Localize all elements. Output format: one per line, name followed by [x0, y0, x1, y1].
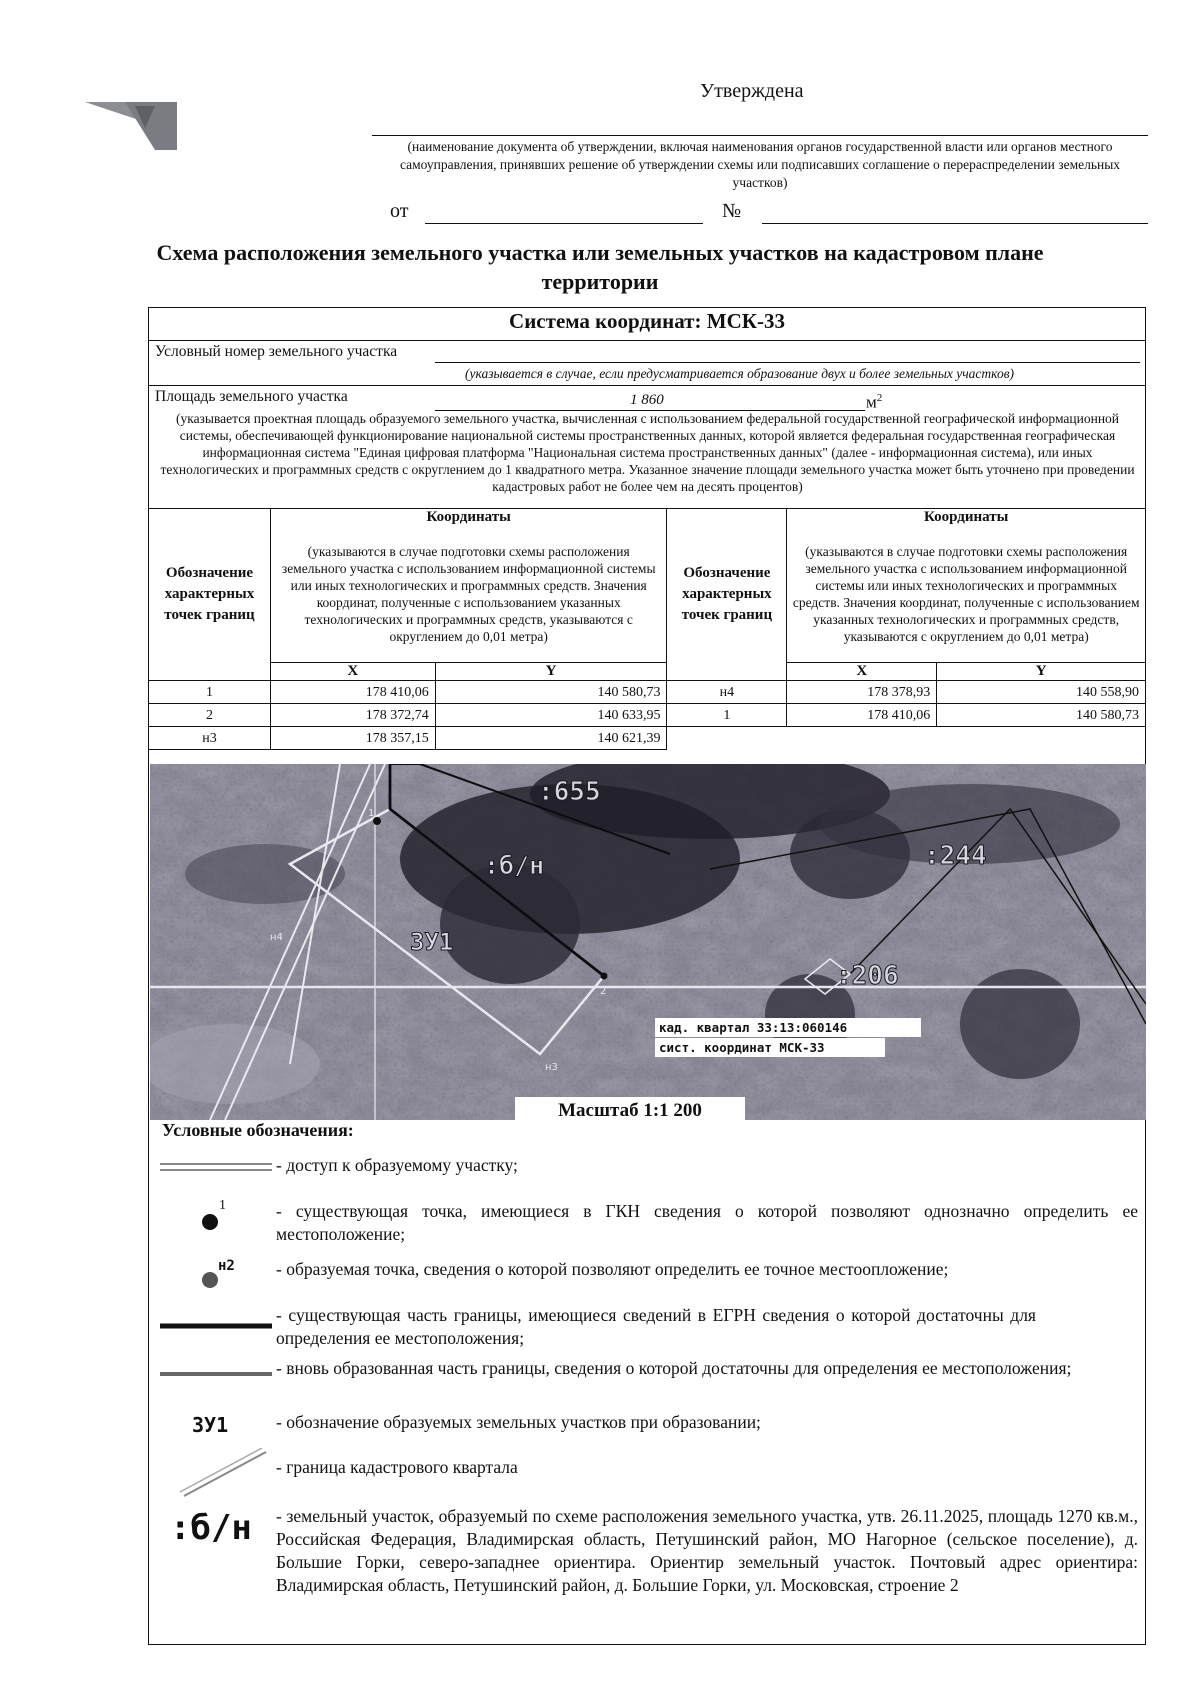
coords-note-left: (указываются в случае подготовки схемы расположения земельного участка с использованием информационной системы или иных технологических и программных средств. Значения координат, полученные с использованием указанных технологических и программных средств, указываются с округлением до 0,01 метра) — [270, 526, 666, 663]
from-label: от — [390, 200, 409, 222]
approval-note: (наименование документа об утверждении, включая наименования органов государственной власти или органов местного самоуправления, принявших решение об утверждении схемы или подписавших соглашение о перераспределении земельных участков) — [399, 139, 1121, 190]
legend-quarter-border: - граница кадастрового квартала — [276, 1457, 518, 1477]
divider — [148, 340, 1146, 341]
plot-number-line — [435, 362, 1140, 363]
legend-title: Условные обозначения: — [162, 1120, 354, 1140]
label-bn: :б/н — [484, 851, 545, 880]
x-cell: 178 410,06 — [787, 704, 937, 727]
legend-bn: - земельный участок, образуемый по схеме расположения земельного участка, утв. 26.11.2025, площадь 1270 кв.м., Российская Федерация, Владимирская область, Петушинский район, МО Нагорное (сельское поселение), д. Большие Горки, северо-западнее ориентира. Ориентир земельный участок. Почтовый адрес ориентира: Владимирская область, Петушинский район, д. Большие Горки, ул. Московская, строение 2 — [276, 1506, 1138, 1595]
legend-new-border: - вновь образованная часть границы, сведения о которой достаточны для определения ее местоположения; — [276, 1358, 1072, 1378]
new-point-number: н2 — [218, 1258, 235, 1274]
plot-number-label: Условный номер земельного участка — [155, 343, 398, 360]
label-pt-n3: н3 — [545, 1062, 558, 1073]
label-pt1: 1 — [368, 808, 375, 819]
label-pt2: 2 — [600, 986, 607, 997]
y-header-left: Y — [435, 663, 667, 681]
area-unit: $м^2$ — [866, 392, 883, 412]
y-cell: 140 621,39 — [435, 727, 667, 750]
number-line — [762, 223, 1148, 224]
label-244: :244 — [924, 841, 987, 871]
coords-header-left: Координаты — [270, 509, 666, 527]
table-row — [149, 704, 1146, 727]
access-legend-symbol — [160, 1160, 272, 1174]
legend-existing-point: - существующая точка, имеющиеся в ГКН сведения о которой позволяют однозначно определить ее местоположение; — [276, 1201, 1138, 1244]
approved-label: Утверждена — [700, 80, 804, 102]
label-206: :206 — [836, 961, 899, 991]
coord-system-title: Система координат: МСК-33 — [509, 309, 785, 333]
point-cell: 1 — [149, 681, 271, 704]
approval-doc-line — [372, 135, 1148, 136]
label-655: :655 — [538, 777, 601, 807]
x-cell: 178 378,93 — [787, 681, 937, 704]
new-border-symbol — [160, 1370, 272, 1378]
point-cell: н4 — [667, 681, 787, 704]
area-label: Площадь земельного участка — [155, 388, 348, 405]
legend-new-point: - образуемая точка, сведения о которой позволяют определить ее точное местоопложение; — [276, 1259, 949, 1279]
cadastral-map — [150, 764, 1146, 1120]
area-value: 1 860 — [630, 392, 664, 408]
existing-border-symbol — [160, 1322, 272, 1330]
point-cell: н3 — [149, 727, 271, 750]
point-header-right: Обозначение характерных точек границ — [667, 509, 787, 681]
legend-zu: - обозначение образуемых земельных участков при образовании; — [276, 1412, 761, 1432]
divider — [148, 385, 1146, 386]
table-row — [149, 681, 1146, 704]
coords-header-right: Координаты — [787, 509, 1146, 527]
legend-access: - доступ к образуемому участку; — [276, 1155, 518, 1175]
date-line — [425, 223, 703, 224]
x-cell: 178 372,74 — [270, 704, 435, 727]
y-cell: 140 633,95 — [435, 704, 667, 727]
area-note: (указывается проектная площадь образуемого земельного участка, вычисленная с использованием федеральной государственной географической информационной системы, обеспечивающей функционирование национальной системы пространственных данных, которой является федеральная государственная географическая информационная система "Единая цифровая платформа "Национальная система пространственных данных" (далее - информационная система), или иных технологических и программных средств с округлением до 1 квадратного метра. Указанное значение площади земельного участка может быть уточнено при проведении кадастровых работ не более чем на десять процентов) — [160, 411, 1135, 494]
number-label: № — [722, 200, 742, 222]
point-2-marker — [601, 973, 608, 980]
coords-note-right: (указываются в случае подготовки схемы расположения земельного участка с использованием информационной системы или иных технологических и программных средств. Значения координат, полученные с использованием указанных технологических и программных средств, указываются с округлением до 0,01 метра) — [787, 526, 1146, 663]
point-cell: 2 — [149, 704, 271, 727]
new-point-icon — [200, 1270, 220, 1290]
point-header-left: Обозначение характерных точек границ — [149, 509, 271, 681]
x-header-right: X — [787, 663, 937, 681]
coord-system-note: сист. координат МСК-33 — [659, 1040, 825, 1055]
x-cell: 178 410,06 — [270, 681, 435, 704]
y-header-right: Y — [937, 663, 1146, 681]
document-title: Схема расположения земельного участка или земельных участков на кадастровом плане территории — [156, 240, 1044, 294]
plot-number-note: (указывается в случае, если предусматривается образование двух и более земельных участков) — [465, 366, 1015, 381]
x-header-left: X — [270, 663, 435, 681]
legend-existing-border: - существующая часть границы, имеющиеся сведений в ЕГРН сведения о которой достаточны для определения ее местоположения; — [276, 1305, 1036, 1348]
map-scale: Масштаб 1:1 200 — [558, 1100, 702, 1120]
coordinates-table — [148, 508, 1146, 750]
quarter-border-symbol — [180, 1448, 270, 1500]
table-row — [149, 727, 1146, 750]
quarter-number: кад. квартал 33:13:060146 — [659, 1020, 848, 1035]
scan-corner-mark — [85, 98, 177, 150]
y-cell: 140 580,73 — [435, 681, 667, 704]
existing-point-number: 1 — [219, 1198, 226, 1213]
bn-symbol: :б/н — [170, 1508, 252, 1548]
label-zu1: ЗУ1 — [410, 928, 454, 956]
y-cell: 140 558,90 — [937, 681, 1146, 704]
y-cell: 140 580,73 — [937, 704, 1146, 727]
point-cell: 1 — [667, 704, 787, 727]
x-cell: 178 357,15 — [270, 727, 435, 750]
label-pt-n4: н4 — [270, 932, 283, 943]
existing-point-icon — [200, 1212, 220, 1232]
zu1-symbol: ЗУ1 — [192, 1413, 229, 1437]
